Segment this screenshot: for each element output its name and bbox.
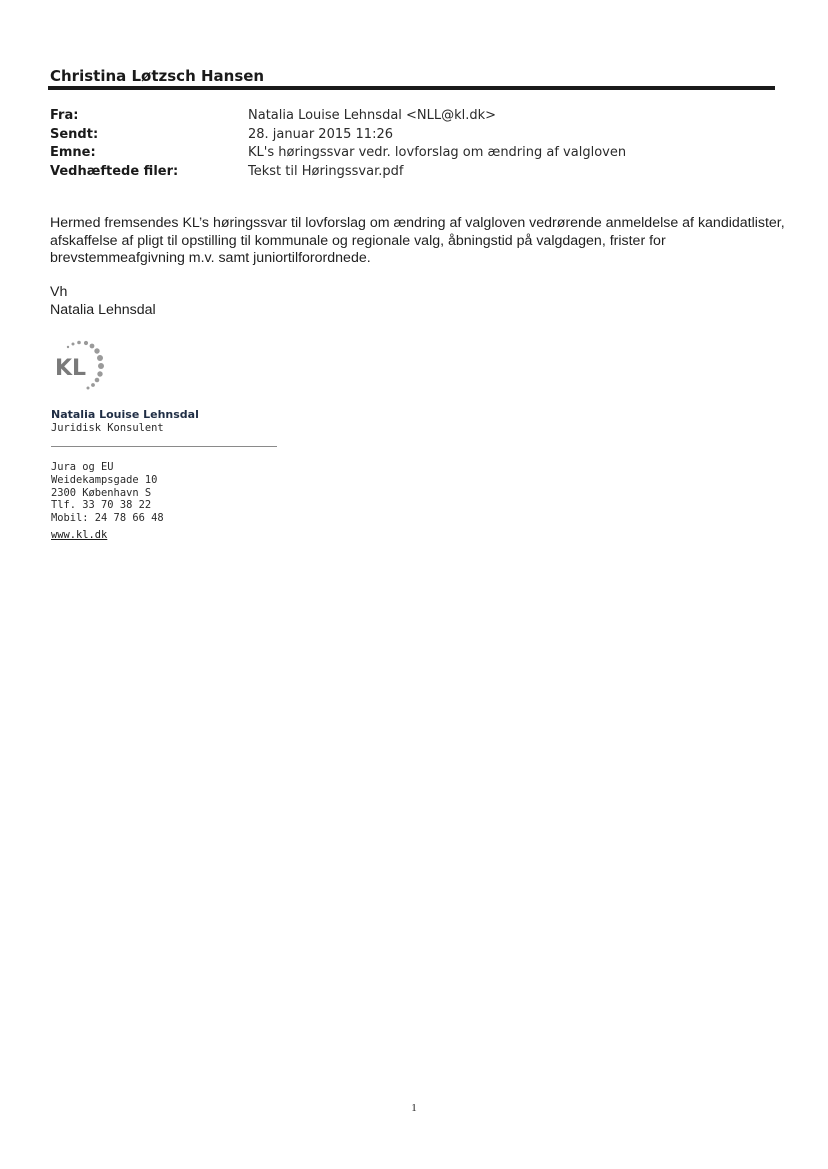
subject-value: KL's høringssvar vedr. lovforslag om ændring af valgloven: [248, 145, 627, 160]
body-line: afskaffelse af pligt til opstilling til kommunale og regionale valg, åbningstid på valgdagen, frister for: [50, 232, 666, 249]
attachments-value: Tekst til Høringssvar.pdf: [248, 163, 404, 179]
sent-label: Sendt:: [50, 126, 99, 142]
logo-dot: [77, 341, 81, 345]
address-phone: Tlf. 33 70 38 22: [51, 499, 152, 512]
logo-text: KL: [55, 356, 87, 381]
header-row-from: [50, 107, 626, 126]
email-body: [50, 215, 785, 268]
signature-divider: [51, 446, 277, 447]
signature-address: [51, 461, 164, 525]
website-link[interactable]: www.kl.dk: [51, 529, 108, 541]
logo-dot: [95, 378, 100, 383]
kl-logo: [52, 337, 116, 393]
logo-dot: [90, 344, 95, 349]
logo-dot: [97, 371, 102, 376]
from-label: Fra:: [50, 108, 79, 123]
attachments-label: Vedhæftede filer:: [50, 163, 179, 179]
logo-dot: [72, 343, 75, 346]
logo-dot: [97, 355, 103, 361]
logo-dot: [98, 363, 104, 369]
owner-divider: [48, 86, 775, 90]
subject-label: Emne:: [50, 145, 96, 160]
logo-dot: [87, 387, 90, 390]
owner-name: Christina Løtzsch Hansen: [50, 67, 265, 85]
header-row-sent: [50, 126, 626, 145]
address-street: Weidekampsgade 10: [51, 473, 158, 486]
email-header-table: [50, 107, 626, 181]
address-city: 2300 København S: [51, 486, 152, 499]
address-department: Jura og EU: [51, 461, 114, 473]
signature-name: Natalia Louise Lehnsdal: [51, 408, 199, 421]
logo-dot: [91, 383, 95, 387]
body-line: brevstemmeafgivning m.v. samt juniortilforordnede.: [50, 250, 371, 266]
logo-dot: [84, 341, 88, 345]
sent-value: 28. januar 2015 11:26: [248, 126, 393, 142]
header-row-attachments: [50, 163, 626, 182]
closing: [50, 284, 156, 319]
header-row-subject: [50, 144, 626, 163]
body-line: Hermed fremsendes KL’s høringssvar til lovforslag om ændring af valgloven vedrørende anmeldelse af kandidatlister,: [50, 215, 785, 231]
closing-sender: Natalia Lehnsdal: [50, 301, 156, 318]
logo-dot: [67, 346, 69, 348]
address-mobile: Mobil: 24 78 66 48: [51, 512, 164, 525]
closing-greeting: Vh: [50, 284, 68, 300]
signature-title: Juridisk Konsulent: [51, 422, 164, 434]
logo-dot: [94, 348, 99, 353]
page-number: 1: [411, 1102, 417, 1114]
from-value: Natalia Louise Lehnsdal <NLL@kl.dk>: [248, 108, 497, 123]
